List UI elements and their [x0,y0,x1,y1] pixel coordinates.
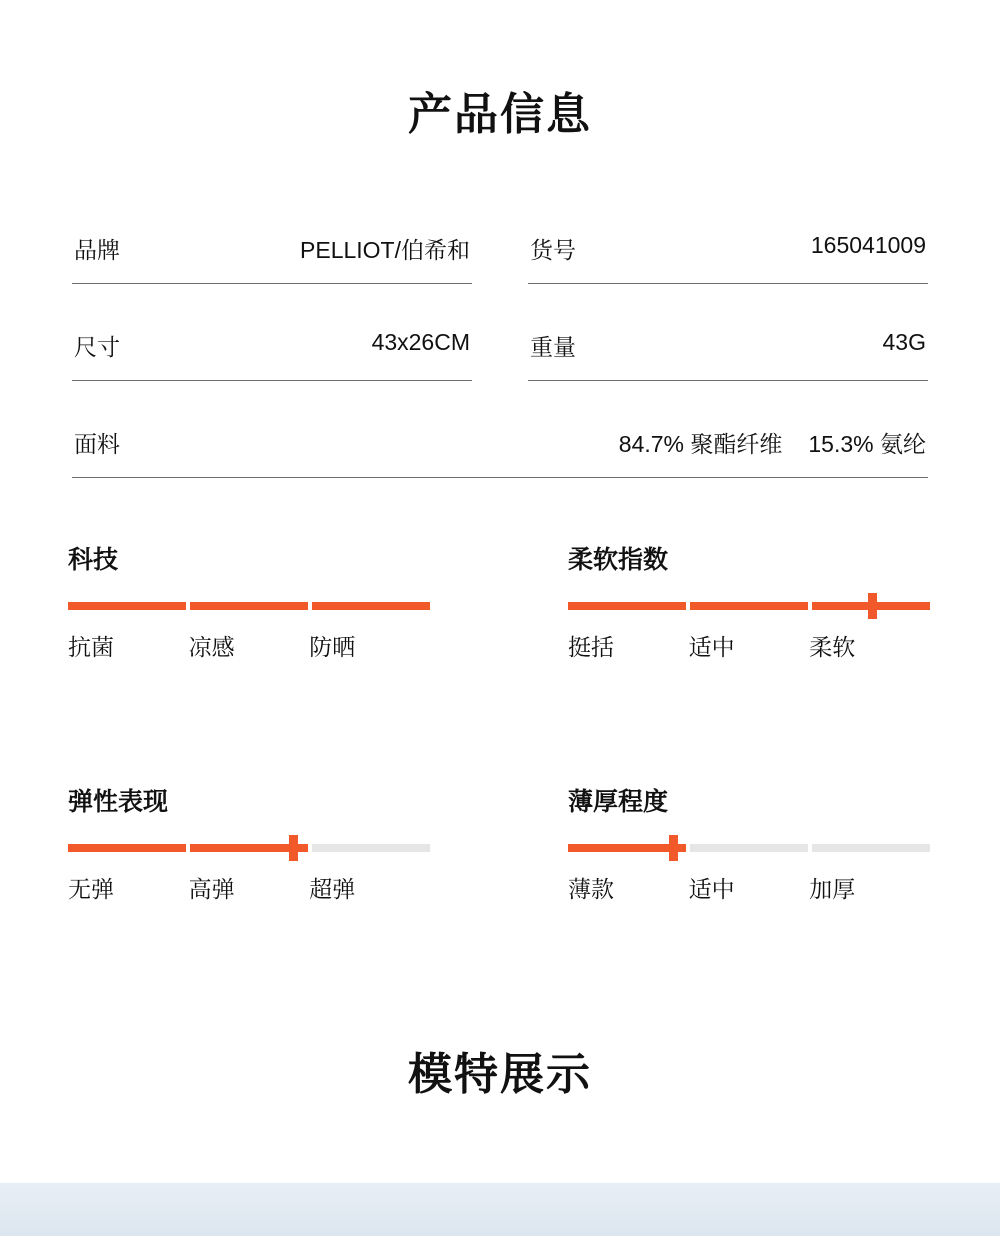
meter-label: 凉感 [188,634,235,660]
spec-key-item-no: 货号 [530,237,576,263]
meter-label: 挺括 [568,634,614,660]
row-spacer [72,284,928,329]
spec-value-brand: PELLIOT/伯希和 [300,237,470,263]
spec-table [72,232,928,478]
spec-cell-item-no [528,232,928,284]
meter-label: 柔软 [809,634,856,660]
meter-segment [68,844,186,852]
meter-track [568,602,930,610]
meter-label: 适中 [688,876,735,902]
meter-segment [312,844,430,852]
meter-marker [669,835,678,861]
fabric-component-1: 84.7% 聚酯纤维 [618,431,783,457]
spec-value-fabric [619,426,926,459]
meter-segment [68,602,186,610]
meter-row-top [0,540,1000,662]
spec-column-gap [472,329,528,381]
page-title-product-info: 产品信息 [408,90,592,139]
meter-segment [690,844,808,852]
fabric-component-2: 15.3% 氨纶 [808,431,926,457]
spec-cell-size [72,329,472,381]
spec-key-weight: 重量 [530,334,576,360]
meter-labels [568,871,930,904]
meter-label: 防晒 [309,634,356,660]
meter-row-gap [0,662,1000,782]
meter-segment [190,602,308,610]
spec-cell-brand [72,232,472,284]
meter-title: 柔软指数 [568,546,669,574]
meter-tech [0,540,500,662]
row-spacer [72,381,928,426]
meter-marker [289,835,298,861]
spec-key-brand: 品牌 [74,237,120,263]
spec-value-size: 43x26CM [371,329,470,355]
meter-track [568,844,930,852]
meter-track [68,844,430,852]
spec-key-fabric: 面料 [74,431,120,457]
meter-label: 加厚 [809,876,856,902]
spec-cell-fabric [72,426,928,478]
model-photo-band [0,1183,1000,1236]
meter-labels [68,629,430,662]
meter-row-bottom [0,782,1000,904]
spec-key-size: 尺寸 [74,334,120,360]
meter-label: 超弹 [309,876,356,902]
meter-title: 科技 [68,546,119,574]
meter-labels [568,629,930,662]
meter-title: 薄厚程度 [568,788,669,816]
meter-track [68,602,430,610]
meter-segment [812,844,930,852]
table-row [72,426,928,478]
meter-segment [568,844,686,852]
meter-segment [312,602,430,610]
meter-segment [568,602,686,610]
meter-label: 抗菌 [68,634,114,660]
meter-labels [68,871,430,904]
meter-label: 薄款 [568,876,614,902]
spec-value-weight: 43G [882,329,926,355]
meter-segment [690,602,808,610]
meter-grid [0,540,1000,904]
meter-label: 适中 [688,634,735,660]
table-row [72,329,928,381]
table-row [72,232,928,284]
meter-label: 无弹 [68,876,114,902]
meter-softness [500,540,1000,662]
page-title-model-show: 模特展示 [408,1050,592,1099]
spec-cell-weight [528,329,928,381]
meter-marker [868,593,877,619]
meter-label: 高弹 [188,876,235,902]
meter-thickness [500,782,1000,904]
spec-column-gap [472,232,528,284]
meter-elasticity [0,782,500,904]
meter-title: 弹性表现 [68,788,169,816]
spec-value-item-no: 165041009 [810,232,926,258]
